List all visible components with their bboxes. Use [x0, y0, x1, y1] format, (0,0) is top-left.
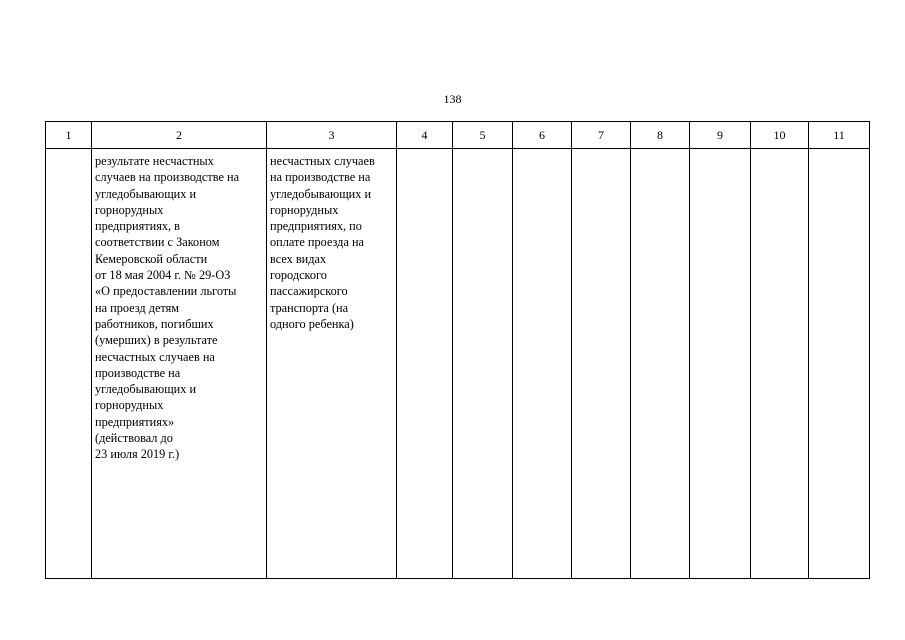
table-cell-col5: [453, 149, 513, 579]
table-row: [46, 149, 870, 579]
column-header-10: 10: [751, 122, 809, 149]
column-header-8: 8: [631, 122, 690, 149]
table-cell-col6: [513, 149, 572, 579]
table-cell-col3: [267, 149, 397, 579]
document-table: [45, 121, 870, 579]
table-cell-col7: [572, 149, 631, 579]
column-header-4: 4: [397, 122, 453, 149]
table-cell-col1: [46, 149, 92, 579]
table-cell-col10: [751, 149, 809, 579]
table-cell-col8: [631, 149, 690, 579]
benefit-type-text: несчастных случаев на производстве на угледобывающих и горнорудных предприятиях, по оплате проезда на всех видах городского пассажирского транспорта (на одного ребенка): [270, 154, 375, 331]
column-header-7: 7: [572, 122, 631, 149]
column-header-11: 11: [809, 122, 870, 149]
column-header-9: 9: [690, 122, 751, 149]
table-cell-col4: [397, 149, 453, 579]
column-header-1: 1: [46, 122, 92, 149]
page-number: 138: [443, 92, 462, 106]
column-header-6: 6: [513, 122, 572, 149]
column-header-2: 2: [92, 122, 267, 149]
column-header-3: 3: [267, 122, 397, 149]
table-cell-col2: [92, 149, 267, 579]
table-cell-col11: [809, 149, 870, 579]
table-cell-col9: [690, 149, 751, 579]
column-header-5: 5: [453, 122, 513, 149]
benefit-description-text: результате несчастных случаев на производстве на угледобывающих и горнорудных предприятиях, в соответствии с Законом Кемеровской области от 18 мая 2004 г. № 29-ОЗ «О предоставлении льготы на проезд детям работников, погибших (умерших) в результате несчастных случаев на производстве на угледобывающих и горнорудных предприятиях» (действовал до 23 июля 2019 г.): [95, 154, 240, 462]
table-header-row: [46, 122, 870, 149]
